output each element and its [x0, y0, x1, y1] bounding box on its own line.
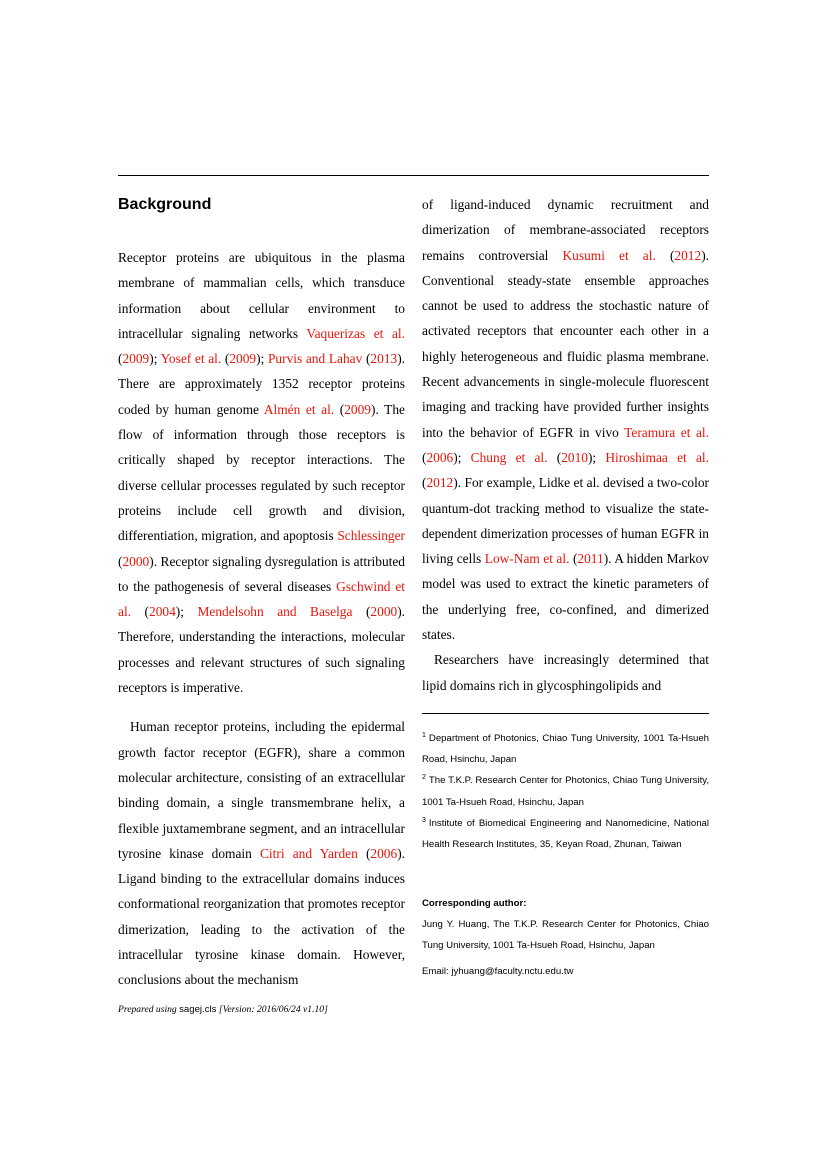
body-text: ); [453, 449, 471, 465]
citation-link[interactable]: Almén et al. [263, 401, 335, 417]
paragraph [118, 245, 405, 700]
citation-link[interactable]: 2004 [149, 604, 176, 620]
body-text: of ligand-induced dynamic recruitment and dimerization of membrane-associated receptors remains controversial [422, 197, 709, 263]
body-text: ( [655, 247, 675, 263]
body-text: ( [422, 449, 427, 465]
body-text: ( [569, 551, 578, 567]
corresponding-author-heading: Corresponding author: [422, 898, 527, 909]
citation-link[interactable]: 2010 [561, 449, 588, 465]
affiliation-footnotes [422, 728, 709, 855]
footnote [422, 770, 709, 812]
section-heading: Background [118, 196, 212, 213]
body-text: ); [256, 351, 268, 367]
body-text: ( [221, 351, 230, 367]
citation-link[interactable]: 2000 [122, 553, 150, 569]
citation-link[interactable]: Mendelsohn and Baselga [197, 604, 353, 620]
body-text: ( [131, 604, 149, 620]
citation-link[interactable]: 2012 [426, 475, 454, 491]
citation-link[interactable]: 2009 [122, 351, 150, 367]
footnote-mark: 1 [422, 732, 426, 739]
citation-link[interactable]: 2000 [370, 604, 398, 620]
body-text: ); [587, 449, 606, 465]
citation-link[interactable]: Citri and Yarden [260, 845, 358, 861]
body-text: ( [352, 604, 371, 620]
citation-link[interactable]: 2009 [344, 401, 371, 417]
body-text: ). Conventional steady-state ensemble approaches cannot be used to address the stochastic nature of activated receptors that encounter each other in a highly heterogeneous and fluidic plasma membrane. Recent advancements in single-molecule fluorescent imaging and tracking have provided further insights into the behavior of EGFR in vivo [422, 247, 709, 440]
footnote-text: Institute of Biomedical Engineering and Nanomedicine, National Health Research Institutes, 35, Keyan Road, Zhunan, Taiwan [422, 817, 709, 851]
left-column [118, 192, 405, 993]
citation-link[interactable]: Gschwind et al. [118, 578, 405, 620]
body-text: ( [547, 449, 562, 465]
top-rule [118, 175, 709, 176]
body-text: Researchers have increasingly determined that lipid domains rich in glycosphingolipids and [422, 652, 709, 693]
citation-link[interactable]: 2011 [577, 551, 604, 567]
footnote-mark: 2 [422, 774, 426, 782]
footnote [422, 728, 709, 770]
body-text: Human receptor proteins, including the epidermal growth factor receptor (EGFR), share a common molecular architecture, consisting of an extracellular binding domain, a single transmembrane helix, a flexible juxtamembrane segment, and an intracellular tyrosine kinase domain [118, 719, 405, 861]
citation-link[interactable]: Chung et al. [470, 449, 548, 465]
citation-link[interactable]: Schlessinger [337, 528, 405, 544]
corresponding-author-email[interactable]: Email: jyhuang@faculty.nctu.edu.tw [422, 965, 574, 977]
citation-link[interactable]: 2012 [674, 247, 702, 263]
body-text: ); [149, 351, 161, 367]
body-text: ( [118, 553, 123, 569]
citation-link[interactable]: Hiroshimaa et al. [605, 449, 709, 465]
body-text: ). Therefore, understanding the interactions, molecular processes and relevant structures of such signaling receptors is imperative. [118, 604, 406, 696]
citation-link[interactable]: 2013 [370, 351, 398, 367]
version-text: [Version: 2016/06/24 v1.10] [216, 1004, 328, 1015]
body-text: ). The flow of information through those receptors is critically shaped by receptor interactions. The diverse cellular processes regulated by such receptor proteins include cell growth and division, differentiation, migration, and apoptosis [118, 401, 405, 544]
body-text: ). There are approximately 1352 receptor proteins coded by human genome [118, 351, 406, 417]
citation-link[interactable]: Low-Nam et al. [484, 551, 570, 567]
body-text: ( [422, 475, 427, 491]
body-text: Receptor proteins are ubiquitous in the plasma membrane of mammalian cells, which transduce information about cellular environment to intracellular signaling networks [118, 250, 405, 341]
citation-link[interactable]: Kusumi et al. [562, 247, 656, 263]
body-text: ). A hidden Markov model was used to extract the kinetic parameters of the underlying free, co-confined, and dimerized states. [422, 551, 710, 643]
corresponding-author-block [422, 893, 709, 982]
citation-link[interactable]: Vaquerizas et al. [306, 325, 405, 341]
body-text: ( [118, 351, 123, 367]
prepared-using-footer [118, 1003, 328, 1017]
body-text: ). Ligand binding to the extracellular domains induces conformational reorganization that promotes receptor dimerization, leading to the activation of the intracellular tyrosine kinase domain. However, conclusions about the mechanism [118, 845, 405, 988]
citation-link[interactable]: 2006 [426, 449, 454, 465]
body-text: ). Receptor signaling dysregulation is attributed to the pathogenesis of several diseases [118, 553, 405, 594]
prepared-prefix: Prepared using [118, 1004, 180, 1015]
corresponding-author-address: Jung Y. Huang, The T.K.P. Research Center for Photonics, Chiao Tung University, 1001 Ta-Hsueh Road, Hsinchu, Japan [422, 919, 709, 952]
citation-link[interactable]: Teramura et al. [624, 424, 709, 440]
paragraph [422, 647, 709, 698]
paragraph [422, 192, 709, 647]
footnote [422, 813, 709, 855]
cls-name: sagej.cls [179, 1004, 217, 1015]
footnote-mark: 3 [422, 816, 426, 824]
body-text: ( [334, 401, 345, 417]
paragraph [118, 714, 405, 992]
citation-link[interactable]: Purvis and Lahav [267, 351, 363, 367]
footnote-text: Department of Photonics, Chiao Tung University, 1001 Ta-Hsueh Road, Hsinchu, Japan [422, 733, 709, 766]
citation-link[interactable]: 2006 [370, 845, 398, 861]
body-text: ). For example, Lidke et al. devised a two-color quantum-dot tracking method to visualize the state-dependent dimerization processes of human EGFR in living cells [422, 475, 709, 567]
citation-link[interactable]: Yosef et al. [160, 351, 222, 367]
citation-link[interactable]: 2009 [229, 351, 257, 367]
footnote-rule [422, 713, 709, 714]
footnote-text: The T.K.P. Research Center for Photonics, Chiao Tung University, 1001 Ta-Hsueh Road, Hsinchu, Japan [422, 775, 709, 808]
body-text: ( [362, 351, 371, 367]
right-column [422, 192, 709, 698]
body-text: ( [357, 845, 371, 861]
body-text: ); [175, 604, 198, 620]
